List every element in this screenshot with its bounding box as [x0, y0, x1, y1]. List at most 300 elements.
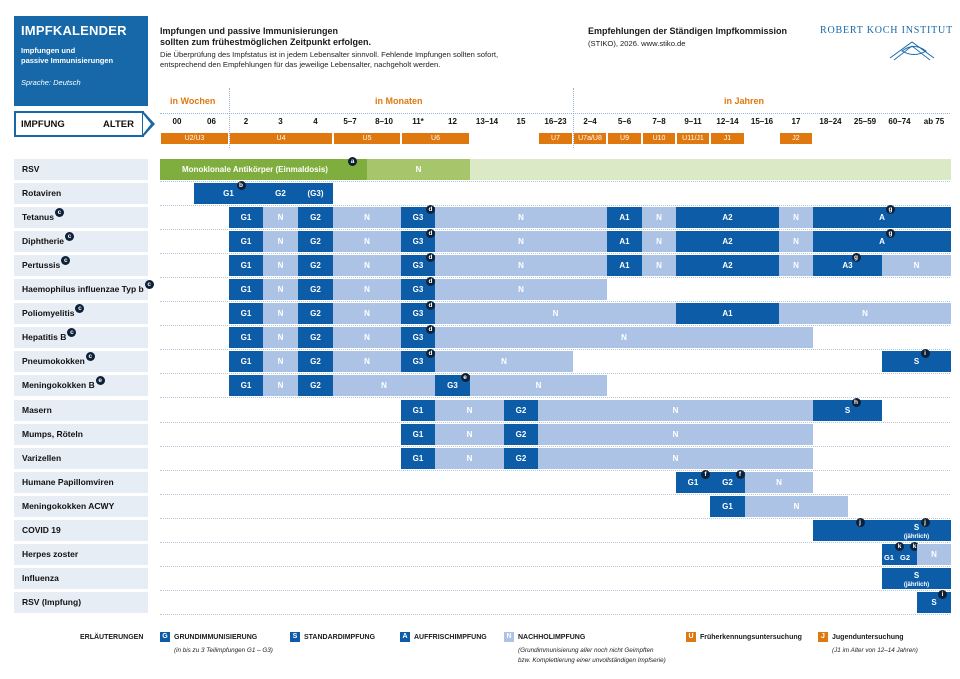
stiko-body: (STIKO), 2026. www.stiko.de	[588, 39, 686, 48]
schedule-cell	[607, 231, 642, 252]
u-exam-badge: U7	[539, 133, 572, 144]
schedule-cell	[435, 400, 504, 421]
schedule-cell	[917, 592, 951, 613]
schedule-cell	[710, 472, 745, 493]
u-exam-badge: U2/U3	[161, 133, 228, 144]
cell-label: G1	[412, 405, 424, 415]
footnote-marker: h	[852, 398, 861, 407]
row-divider-2	[160, 229, 950, 230]
u-exam-badge: U11/J1	[677, 133, 709, 144]
schedule-cell	[263, 375, 298, 396]
legend-u-mark: U	[686, 632, 696, 642]
cell-label: S	[913, 570, 920, 580]
cell-label: G1	[240, 381, 252, 391]
row-label-0: RSV	[14, 159, 148, 180]
cell-label: G1	[223, 189, 234, 199]
cell-label: N	[913, 261, 920, 271]
legend-u-text: Früherkennungsuntersuchung	[700, 633, 802, 641]
schedule-cell	[676, 303, 779, 324]
schedule-cell	[298, 351, 333, 372]
age-column-8: 12	[448, 117, 457, 126]
schedule-cell	[333, 231, 401, 252]
cell-label: N	[381, 381, 387, 391]
row-divider-18	[160, 614, 950, 615]
cell-label: N	[518, 261, 524, 271]
u-exam-badge: U4	[230, 133, 332, 144]
legend-g-mark: G	[160, 632, 170, 642]
cell-label: N	[793, 501, 800, 511]
cell-label: N	[776, 477, 782, 487]
schedule-cell	[435, 255, 607, 276]
schedule-cell	[435, 207, 607, 228]
cell-label: A1	[619, 261, 630, 271]
cell-label: N	[364, 261, 370, 271]
age-column-19: 18–24	[819, 117, 842, 126]
row-label-16: Herpes zoster	[14, 544, 148, 565]
footnote-marker: e	[461, 373, 470, 382]
intro-text	[160, 26, 580, 70]
cell-label: N	[793, 261, 799, 271]
rki-logo-icon	[888, 40, 938, 62]
cell-label: G2	[310, 213, 321, 223]
age-column-15: 9–11	[684, 117, 702, 126]
row-label-11: Mumps, Röteln	[14, 424, 148, 445]
cell-label: N	[364, 309, 370, 319]
cell-label: (G3)	[307, 189, 324, 199]
footnote-marker: k	[895, 542, 904, 551]
cell-label: G3	[412, 357, 424, 367]
cell-label: G3	[412, 309, 424, 319]
cell-label: G1	[240, 213, 252, 223]
row-divider-4	[160, 277, 950, 278]
schedule-cell	[813, 207, 951, 228]
u-exam-badge: U9	[608, 133, 641, 144]
cell-label: G2	[275, 189, 286, 199]
row-divider-16	[160, 566, 950, 567]
cell-label: G2	[515, 429, 527, 439]
language-label: Sprache: Deutsch	[21, 78, 81, 87]
row-footnote-marker: c	[67, 328, 76, 337]
schedule-cell	[263, 351, 298, 372]
cell-label: A1	[619, 213, 630, 223]
schedule-cell	[882, 544, 917, 565]
schedule-cell	[435, 375, 470, 396]
row-footnote-marker: c	[65, 232, 74, 241]
legend-s-text: STANDARDIMPFUNG	[304, 633, 376, 641]
impfung-alter-banner	[14, 111, 144, 137]
schedule-cell	[813, 400, 882, 421]
schedule-cell	[745, 472, 813, 493]
intro-body1: Die Überprüfung des Impfstatus ist in jedem Lebensalter sinnvoll. Fehlende Impfungen sollten sofort,	[160, 50, 499, 59]
cell-label: N	[552, 309, 559, 319]
age-column-13: 5–6	[617, 117, 632, 126]
schedule-cell	[401, 255, 435, 276]
row-divider-13	[160, 494, 950, 495]
legend-g-note: (in bis zu 3 Teilimpfungen G1 – G3)	[174, 647, 273, 654]
schedule-cell	[882, 568, 951, 589]
footnote-marker: g	[886, 205, 895, 214]
cell-label: G1	[722, 501, 733, 511]
cell-label: N	[466, 429, 473, 439]
legend-a-text: AUFFRISCHIMPFUNG	[414, 633, 487, 641]
legend-n-note2: bzw. Komplettierung einer unvollständigen Impfserie)	[518, 657, 666, 664]
cell-label: G1	[412, 453, 424, 463]
schedule-cell	[435, 279, 607, 300]
u-exam-badge: J2	[780, 133, 812, 144]
schedule-cell	[229, 279, 263, 300]
footnote-marker: d	[426, 301, 435, 310]
cell-label: N	[364, 213, 370, 223]
footnote-marker: d	[426, 325, 435, 334]
schedule-cell	[229, 255, 263, 276]
schedule-cell	[607, 255, 642, 276]
row-label-14: Meningokokken ACWY	[14, 496, 148, 517]
schedule-cell	[229, 375, 263, 396]
age-column-20: 25–59	[853, 117, 877, 126]
schedule-cell	[779, 255, 813, 276]
cell-note: (jährlich)	[903, 533, 930, 540]
schedule-cell	[538, 400, 813, 421]
schedule-cell	[813, 520, 882, 541]
schedule-cell	[263, 327, 298, 348]
cell-label: N	[277, 357, 284, 367]
footnote-marker: b	[237, 181, 246, 190]
row-footnote-marker: e	[96, 376, 105, 385]
schedule-cell	[401, 351, 435, 372]
group-label-1: in Monaten	[375, 96, 423, 106]
schedule-cell	[333, 207, 401, 228]
row-label-4: Pertussis	[14, 255, 148, 276]
schedule-cell	[263, 279, 298, 300]
footnote-marker: i	[921, 349, 930, 358]
row-label-7: Hepatitis B	[14, 327, 148, 348]
schedule-cell	[229, 231, 263, 252]
legend-n-text: NACHHOLIMPFUNG	[518, 633, 586, 641]
footnote-marker: f	[701, 470, 710, 479]
footnote-marker: d	[426, 253, 435, 262]
schedule-cell	[333, 351, 401, 372]
schedule-cell	[401, 424, 435, 445]
group-label-0: in Wochen	[170, 96, 216, 106]
group-label-2: in Jahren	[724, 96, 765, 106]
schedule-cell	[642, 231, 676, 252]
cell-label: A2	[722, 261, 733, 271]
cell-label: G1	[240, 309, 252, 319]
stiko-headline: Empfehlungen der Ständigen Impfkommission	[588, 26, 788, 36]
cell-label: N	[535, 381, 542, 391]
cell-label: N	[364, 357, 370, 367]
cell-label: S	[844, 405, 851, 415]
banner-arrow-inner	[143, 114, 151, 134]
cell-label: N	[277, 237, 284, 247]
row-footnote-marker: c	[145, 280, 154, 289]
schedule-cell	[229, 351, 263, 372]
age-column-10: 15	[516, 117, 526, 126]
cell-label: G1	[240, 261, 252, 271]
legend-n-note1: (Grundimmunisierung aller noch nicht Geimpften	[518, 647, 654, 654]
cell-label: G1	[240, 285, 252, 295]
cell-label: N	[793, 237, 799, 247]
age-column-16: 12–14	[716, 117, 739, 126]
schedule-cell	[435, 351, 573, 372]
cell-label: N	[672, 405, 679, 415]
schedule-cell	[538, 424, 813, 445]
cell-label: A	[879, 237, 885, 247]
schedule-cell	[435, 327, 813, 348]
footnote-marker: d	[426, 349, 435, 358]
schedule-cell	[263, 207, 298, 228]
row-label-9: Meningokokken B	[14, 375, 148, 396]
schedule-cell	[367, 159, 470, 180]
schedule-cell	[401, 231, 435, 252]
schedule-cell	[160, 159, 367, 180]
schedule-cell	[333, 255, 401, 276]
row-label-13: Humane Papillomviren	[14, 472, 148, 493]
schedule-cell	[710, 496, 745, 517]
cell-label: G3	[412, 237, 424, 247]
cell-label: G2	[310, 261, 321, 271]
schedule-cell	[298, 231, 333, 252]
legend-a-mark: A	[400, 632, 410, 642]
schedule-cell	[538, 448, 813, 469]
cell-label: N	[862, 309, 868, 319]
cell-label: N	[466, 453, 473, 463]
row-label-10: Masern	[14, 400, 148, 421]
subtitle-line1: Impfungen und	[21, 46, 76, 55]
cell-label: G1	[240, 333, 252, 343]
u-exam-badge: U7a/U8	[574, 133, 606, 144]
cell-label: G3	[412, 261, 424, 271]
intro-body2: entsprechend den Empfehlungen für das jeweilige Lebensalter, nachgeholt werden.	[160, 60, 441, 69]
legend	[14, 628, 960, 668]
cell-label: N	[277, 261, 284, 271]
legend-s-mark: S	[290, 632, 300, 642]
cell-label: G3	[447, 381, 458, 391]
footnote-marker: d	[426, 277, 435, 286]
schedule-cell	[676, 231, 779, 252]
legend-u	[686, 632, 802, 642]
cell-label: N	[621, 333, 627, 343]
legend-g-text: GRUNDIMMUNISIERUNG	[174, 633, 258, 641]
schedule-cell	[263, 255, 298, 276]
schedule-cell	[435, 303, 676, 324]
row-divider-17	[160, 590, 950, 591]
schedule-cell	[229, 303, 263, 324]
row-divider-11	[160, 446, 950, 447]
schedule-cell	[504, 448, 538, 469]
footnote-marker: j	[921, 518, 930, 527]
cell-label: G2	[310, 309, 321, 319]
cell-label: G2	[310, 237, 321, 247]
cell-label: Monoklonale Antikörper (Einmaldosis)	[182, 165, 328, 174]
legend-j-note: (J1 im Alter von 12–14 Jahren)	[832, 647, 918, 654]
cell-note: (jährlich)	[903, 581, 930, 588]
schedule-cell	[263, 231, 298, 252]
legend-s	[290, 632, 375, 642]
legend-j-text: Jugenduntersuchung	[832, 633, 904, 641]
schedule-cell	[745, 496, 848, 517]
row-divider-10	[160, 422, 950, 423]
cell-label: N	[518, 285, 524, 295]
cell-label: N	[277, 213, 284, 223]
intro-headline2: sollten zum frühestmöglichen Zeitpunkt erfolgen.	[160, 37, 372, 47]
row-divider-6	[160, 325, 950, 326]
cell-label: N	[672, 453, 679, 463]
schedule-cell	[435, 231, 607, 252]
cell-label: G3	[412, 213, 424, 223]
schedule-cell	[229, 207, 263, 228]
schedule-cell	[813, 255, 882, 276]
schedule-cell	[401, 279, 435, 300]
row-label-12: Varizellen	[14, 448, 148, 469]
schedule-cell	[298, 255, 333, 276]
cell-label: N	[518, 213, 524, 223]
schedule-cell	[504, 400, 538, 421]
schedule-cell	[882, 351, 951, 372]
age-column-21: 60–74	[888, 117, 911, 126]
cell-label: G1	[240, 237, 252, 247]
age-column-11: 16–23	[544, 117, 567, 126]
schedule-cell	[882, 520, 951, 541]
cell-label: N	[364, 333, 370, 343]
age-column-2: 2	[243, 117, 249, 126]
schedule-cell	[676, 255, 779, 276]
schedule-cell	[607, 207, 642, 228]
footnote-marker: d	[426, 205, 435, 214]
schedule-cell	[401, 448, 435, 469]
cell-label: N	[672, 429, 679, 439]
schedule-cell	[194, 183, 263, 204]
age-column-18: 17	[791, 117, 801, 126]
row-label-18: RSV (Impfung)	[14, 592, 148, 613]
stiko-block	[588, 26, 787, 48]
schedule-cell	[882, 255, 951, 276]
footnote-marker: f	[736, 470, 745, 479]
cell-label: N	[656, 213, 662, 223]
cell-label: G2	[515, 405, 527, 415]
schedule-cell	[401, 207, 435, 228]
cell-label: A2	[722, 237, 733, 247]
row-divider-9	[160, 397, 950, 398]
cell-label: A1	[722, 309, 733, 319]
schedule-cell	[504, 424, 538, 445]
schedule-cell	[333, 279, 401, 300]
cell-label: N	[364, 285, 370, 295]
row-label-17: Influenza	[14, 568, 148, 589]
schedule-cell	[263, 183, 298, 204]
cell-label: G1	[884, 552, 895, 562]
cell-label: G1	[687, 477, 699, 487]
schedule-cell	[263, 303, 298, 324]
row-footnote-marker: c	[75, 304, 84, 313]
footnote-marker: a	[348, 157, 357, 166]
row-divider-0	[160, 181, 950, 182]
schedule-cell	[333, 327, 401, 348]
schedule-cell	[917, 544, 951, 565]
cell-label: G2	[900, 552, 911, 562]
age-column-0: 00	[172, 117, 182, 126]
row-divider-5	[160, 301, 950, 302]
age-column-3: 3	[278, 117, 283, 126]
footnote-marker: i	[938, 590, 947, 599]
cell-label: G1	[240, 357, 252, 367]
cell-label: G2	[310, 333, 321, 343]
cell-label: G2	[722, 477, 733, 487]
cell-label: S	[913, 357, 920, 367]
cell-label: S	[931, 597, 937, 607]
u-exam-badge: J1	[711, 133, 744, 144]
row-label-15: COVID 19	[14, 520, 148, 541]
row-label-5: Haemophilus influenzae Typ b	[14, 279, 148, 300]
cell-label: G2	[310, 285, 321, 295]
cell-label: A	[879, 213, 885, 223]
cell-label: G3	[412, 285, 424, 295]
row-label-1: Rotaviren	[14, 183, 148, 204]
subtitle-line2: passive Immunisierungen	[21, 56, 114, 65]
age-column-17: 15–16	[750, 117, 774, 126]
cell-label: G2	[515, 453, 527, 463]
schedule-cell	[642, 207, 676, 228]
cell-label: N	[656, 237, 662, 247]
schedule-cell	[401, 303, 435, 324]
schedule-cell	[298, 279, 333, 300]
legend-title: ERLÄUTERUNGEN	[80, 634, 144, 641]
alter-label: ALTER	[103, 119, 134, 130]
schedule-cell	[298, 303, 333, 324]
legend-j-mark: J	[818, 632, 828, 642]
impfung-label: IMPFUNG	[21, 119, 65, 130]
rki-name: ROBERT KOCH INSTITUT	[820, 25, 953, 36]
row-divider-14	[160, 518, 950, 519]
row-footnote-marker: c	[61, 256, 70, 265]
schedule-cell	[779, 303, 951, 324]
row-footnote-marker: c	[86, 352, 95, 361]
age-column-1: 06	[207, 117, 216, 126]
header-divider	[160, 113, 950, 114]
cell-label: N	[501, 357, 507, 367]
row-divider-8	[160, 373, 950, 374]
schedule-cell	[642, 255, 676, 276]
schedule-cell	[298, 375, 333, 396]
age-column-22: ab 75	[923, 117, 945, 126]
age-column-14: 7–8	[652, 117, 666, 126]
row-divider-3	[160, 253, 950, 254]
schedule-cell	[470, 375, 607, 396]
cell-label: G1	[412, 429, 424, 439]
cell-label: N	[277, 309, 284, 319]
row-divider-7	[160, 349, 950, 350]
schedule-cell	[779, 207, 813, 228]
age-column-7: 11*	[412, 117, 424, 126]
cell-label: N	[793, 213, 799, 223]
legend-a	[400, 632, 487, 642]
cell-label: N	[277, 381, 284, 391]
legend-n	[504, 632, 585, 642]
schedule-cell	[676, 472, 710, 493]
cell-label: A3	[842, 261, 853, 271]
cell-label: N	[415, 165, 422, 174]
schedule-cell	[298, 207, 333, 228]
row-divider-15	[160, 542, 950, 543]
cell-label: N	[466, 405, 473, 415]
cell-label: G3	[412, 333, 424, 343]
age-column-5: 5–7	[343, 117, 357, 126]
footnote-marker: d	[426, 229, 435, 238]
schedule-cell	[676, 207, 779, 228]
schedule-cell	[333, 375, 435, 396]
title-box	[14, 16, 148, 106]
schedule-cell	[779, 231, 813, 252]
